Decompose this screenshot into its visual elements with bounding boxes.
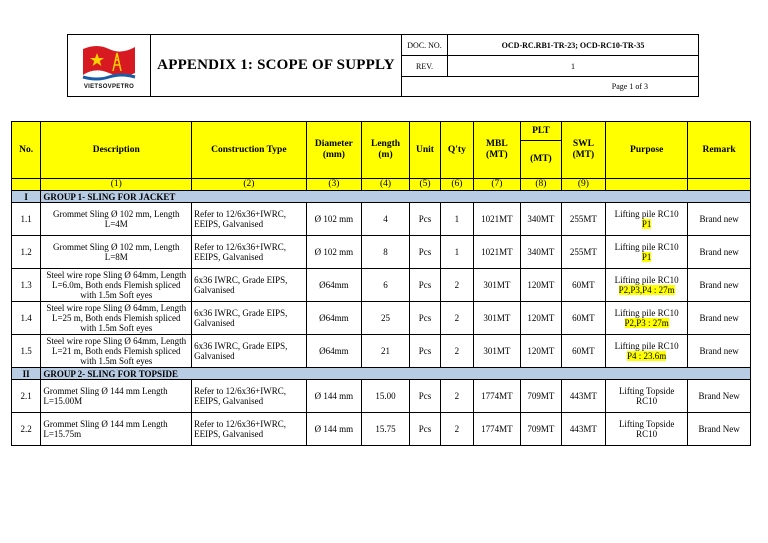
col-header-description: Description <box>41 122 192 179</box>
row-qty: 2 <box>441 413 473 446</box>
row-description: Steel wire rope Sling Ø 64mm, Length L=6.0m, Both ends Flemish spliced with 1.5m Soft eyes <box>41 269 192 302</box>
row-no: 1.1 <box>12 203 41 236</box>
table-row <box>12 413 751 446</box>
col-header-qty: Q'ty <box>441 122 473 179</box>
col-header-remark: Remark <box>688 122 751 179</box>
row-no: 1.2 <box>12 236 41 269</box>
row-qty: 1 <box>441 236 473 269</box>
row-purpose <box>606 302 688 335</box>
scope-of-supply-table <box>11 121 751 446</box>
row-purpose <box>606 335 688 368</box>
vietsovpetro-logo-icon <box>79 41 139 83</box>
purpose-text: Lifting Topside RC10 <box>618 386 675 406</box>
row-mbl: 301MT <box>473 302 521 335</box>
row-unit: Pcs <box>409 335 440 368</box>
row-swl: 443MT <box>561 380 606 413</box>
col-number: (8) <box>521 179 561 191</box>
row-swl: 255MT <box>561 203 606 236</box>
row-description: Grommet Sling Ø 102 mm, Length L=8M <box>41 236 192 269</box>
row-remark: Brand new <box>688 302 751 335</box>
purpose-text: Lifting pile RC10 <box>614 275 679 285</box>
row-remark: Brand new <box>688 269 751 302</box>
row-purpose <box>606 380 688 413</box>
col-number: (5) <box>409 179 440 191</box>
row-construction: 6x36 IWRC, Grade EIPS, Galvanised <box>192 335 306 368</box>
row-mbl: 1021MT <box>473 203 521 236</box>
row-plt: 709MT <box>521 380 561 413</box>
group-title: GROUP 1- SLING FOR JACKET <box>41 191 751 203</box>
row-diameter: Ø 144 mm <box>306 413 362 446</box>
row-plt: 340MT <box>521 203 561 236</box>
row-plt: 340MT <box>521 236 561 269</box>
row-length: 21 <box>362 335 410 368</box>
row-diameter: Ø 144 mm <box>306 380 362 413</box>
row-unit: Pcs <box>409 203 440 236</box>
row-diameter: Ø64mm <box>306 302 362 335</box>
document-title: APPENDIX 1: SCOPE OF SUPPLY <box>151 35 402 97</box>
row-construction: Refer to 12/6x36+IWRC, EEIPS, Galvanised <box>192 413 306 446</box>
table-row <box>12 203 751 236</box>
purpose-text: Lifting pile RC10 <box>614 341 679 351</box>
purpose-highlight: P2,P3 : 27m <box>624 318 669 328</box>
col-header-no: No. <box>12 122 41 179</box>
col-header-construction: Construction Type <box>192 122 306 179</box>
row-remark: Brand new <box>688 236 751 269</box>
group-row <box>12 368 751 380</box>
row-plt: 120MT <box>521 302 561 335</box>
row-construction: Refer to 12/6x36+IWRC, EEIPS, Galvanised <box>192 203 306 236</box>
row-description: Grommet Sling Ø 144 mm Length L=15.75m <box>41 413 192 446</box>
row-purpose <box>606 203 688 236</box>
row-no: 2.1 <box>12 380 41 413</box>
row-remark: Brand new <box>688 203 751 236</box>
row-no: 1.3 <box>12 269 41 302</box>
row-description: Steel wire rope Sling Ø 64mm, Length L=25 m, Both ends Flemish spliced with 1.5m Soft eyes <box>41 302 192 335</box>
row-plt: 120MT <box>521 335 561 368</box>
purpose-text: Lifting pile RC10 <box>614 308 679 318</box>
company-name: VIETSOVPETRO <box>83 84 135 90</box>
row-no: 1.5 <box>12 335 41 368</box>
table-body <box>12 191 751 446</box>
col-header-purpose: Purpose <box>606 122 688 179</box>
row-qty: 2 <box>441 302 473 335</box>
row-remark: Brand new <box>688 335 751 368</box>
row-swl: 60MT <box>561 269 606 302</box>
row-plt: 120MT <box>521 269 561 302</box>
row-mbl: 1774MT <box>473 380 521 413</box>
table-row <box>12 335 751 368</box>
document-header <box>67 34 699 97</box>
row-purpose <box>606 269 688 302</box>
row-length: 25 <box>362 302 410 335</box>
row-remark: Brand New <box>688 380 751 413</box>
col-number: (1) <box>41 179 192 191</box>
purpose-text: Lifting Topside RC10 <box>618 419 675 439</box>
row-diameter: Ø64mm <box>306 335 362 368</box>
purpose-text: Lifting pile RC10 <box>614 209 679 219</box>
row-description: Grommet Sling Ø 102 mm, Length L=4M <box>41 203 192 236</box>
doc-no-value: OCD-RC.RB1-TR-23; OCD-RC10-TR-35 <box>448 35 699 56</box>
table-row <box>12 302 751 335</box>
row-swl: 443MT <box>561 413 606 446</box>
row-unit: Pcs <box>409 413 440 446</box>
row-purpose <box>606 413 688 446</box>
group-row <box>12 191 751 203</box>
col-number: (2) <box>192 179 306 191</box>
purpose-highlight: P4 : 23.6m <box>627 351 667 361</box>
col-header-plt-unit: (MT) <box>521 141 561 179</box>
company-logo-cell <box>68 35 151 97</box>
doc-no-label: DOC. NO. <box>402 35 448 56</box>
row-description: Grommet Sling Ø 144 mm Length L=15.00M <box>41 380 192 413</box>
row-diameter: Ø 102 mm <box>306 203 362 236</box>
row-diameter: Ø64mm <box>306 269 362 302</box>
row-qty: 2 <box>441 335 473 368</box>
col-header-unit: Unit <box>409 122 440 179</box>
row-length: 4 <box>362 203 410 236</box>
row-qty: 2 <box>441 269 473 302</box>
col-number: (7) <box>473 179 521 191</box>
purpose-text: Lifting pile RC10 <box>614 242 679 252</box>
row-mbl: 1021MT <box>473 236 521 269</box>
row-mbl: 301MT <box>473 269 521 302</box>
row-qty: 1 <box>441 203 473 236</box>
row-plt: 709MT <box>521 413 561 446</box>
row-length: 6 <box>362 269 410 302</box>
row-remark: Brand New <box>688 413 751 446</box>
col-header-swl: SWL (MT) <box>561 122 606 179</box>
table-row <box>12 236 751 269</box>
row-construction: Refer to 12/6x36+IWRC, EEIPS, Galvanised <box>192 236 306 269</box>
row-construction: 6x36 IWRC, Grade EIPS, Galvanised <box>192 269 306 302</box>
table-row <box>12 380 751 413</box>
col-number: (6) <box>441 179 473 191</box>
row-mbl: 1774MT <box>473 413 521 446</box>
row-swl: 60MT <box>561 335 606 368</box>
row-swl: 60MT <box>561 302 606 335</box>
col-number: (9) <box>561 179 606 191</box>
col-number: (4) <box>362 179 410 191</box>
group-title: GROUP 2- SLING FOR TOPSIDE <box>41 368 751 380</box>
row-construction: Refer to 12/6x36+IWRC, EEIPS, Galvanised <box>192 380 306 413</box>
purpose-highlight: P1 <box>641 252 652 262</box>
col-header-diameter: Diameter (mm) <box>306 122 362 179</box>
row-no: 1.4 <box>12 302 41 335</box>
group-number: II <box>12 368 41 380</box>
rev-value: 1 <box>448 56 699 77</box>
table-row <box>12 269 751 302</box>
row-diameter: Ø 102 mm <box>306 236 362 269</box>
row-unit: Pcs <box>409 380 440 413</box>
purpose-highlight: P1 <box>641 219 652 229</box>
row-unit: Pcs <box>409 236 440 269</box>
col-header-length: Length (m) <box>362 122 410 179</box>
purpose-highlight: P2,P3,P4 : 27m <box>618 285 675 295</box>
row-no: 2.2 <box>12 413 41 446</box>
row-purpose <box>606 236 688 269</box>
page-indicator: Page 1 of 3 <box>402 77 699 97</box>
col-number: (3) <box>306 179 362 191</box>
row-length: 8 <box>362 236 410 269</box>
row-swl: 255MT <box>561 236 606 269</box>
group-number: I <box>12 191 41 203</box>
row-unit: Pcs <box>409 269 440 302</box>
col-header-plt: PLT <box>521 122 561 141</box>
row-construction: 6x36 IWRC, Grade EIPS, Galvanised <box>192 302 306 335</box>
row-length: 15.00 <box>362 380 410 413</box>
col-header-mbl: MBL (MT) <box>473 122 521 179</box>
row-description: Steel wire rope Sling Ø 64mm, Length L=21 m, Both ends Flemish spliced with 1.5m Soft eyes <box>41 335 192 368</box>
row-length: 15.75 <box>362 413 410 446</box>
row-qty: 2 <box>441 380 473 413</box>
rev-label: REV. <box>402 56 448 77</box>
row-mbl: 301MT <box>473 335 521 368</box>
row-unit: Pcs <box>409 302 440 335</box>
